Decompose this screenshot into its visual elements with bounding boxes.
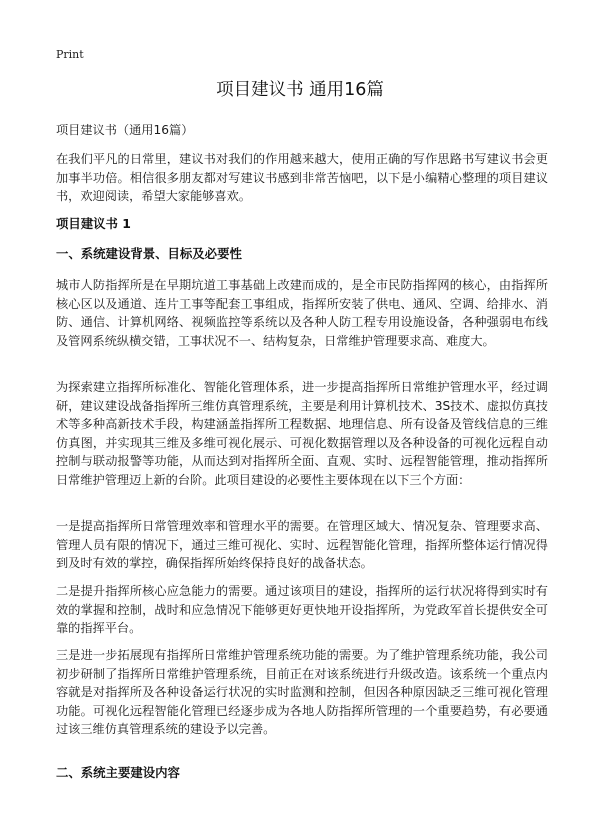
intro-paragraph: 在我们平凡的日常里，建议书对我们的作用越来越大，使用正确的写作思路书写建议书会更加事半功倍。相信很多朋友都对写建议书感到非常苦恼吧，以下是小编精心整理的项目建议书，欢迎阅读，希望大家能够喜欢。 [56,152,548,203]
document-subtitle: 项目建议书（通用16篇） [56,123,194,137]
paragraph-need-two: 二是提升指挥所核心应急能力的需要。通过该项目的建设，指挥所的运行状况将得到实时有效的掌握和控制，战时和应急情况下能够更好更快地开设指挥所，为党政军首长提供安全可靠的指挥平台。 [56,584,548,635]
paragraph-command-post: 城市人防指挥所是在早期坑道工事基础上改建而成的，是全市民防指挥网的核心，由指挥所核心区以及通道、连片工事等配套工事组成，指挥所安装了供电、通风、空调、给排水、消防、通信、计算机网络、视频监控等系统以及各种人防工程专用设施设备，各种强弱电布线及管网系统纵横交错，工事状况不一、结构复杂，日常维护管理要求高、难度大。 [56,278,548,348]
document-title: 项目建议书 通用16篇 [216,80,384,100]
heading-main-content: 二、系统主要建设内容 [56,765,180,780]
paragraph-need-three: 三是进一步拓展现有指挥所日常维护管理系统功能的需要。为了维护管理系统功能，我公司初步研制了指挥所日常维护管理系统，目前正在对该系统进行升级改造。该系统一个重点内容就是对指挥所及各种设备运行状况的实时监测和控制，但因各种原因缺乏三维可视化管理功能。可视化远程智能化管理已经逐步成为各地人防指挥所管理的一个重要趋势，有必要通过该三维仿真管理系统的建设予以完善。 [56,648,548,736]
print-label[interactable]: Print [56,48,84,61]
paragraph-need-one: 一是提高指挥所日常管理效率和管理水平的需要。在管理区域大、情况复杂、管理要求高、管理人员有限的情况下，通过三维可视化、实时、远程智能化管理，指挥所整体运行情况得到及时有效的掌控，确保指挥所始终保持良好的战备状态。 [56,519,548,570]
paragraph-system-proposal: 为探索建立指挥所标准化、智能化管理体系，进一步提高指挥所日常维护管理水平，经过调研，建议建设战备指挥所三维仿真管理系统，主要是利用计算机技术、3S技术、虚拟仿真技术等多种高新技术手段，构建涵盖指挥所工程数据、地理信息、所有设备及管线信息的三维仿真图，并实现其三维及多维可视化展示、可视化数据管理以及各种设备的可视化远程自动控制与联动报警等功能，从而达到对指挥所全面、直观、实时、远程智能管理，推动指挥所日常维护管理迈上新的台阶。此项目建设的必要性主要体现在以下三个方面： [56,380,548,487]
section-heading: 项目建议书 1 [56,216,131,231]
heading-background-goals: 一、系统建设背景、目标及必要性 [56,246,242,261]
